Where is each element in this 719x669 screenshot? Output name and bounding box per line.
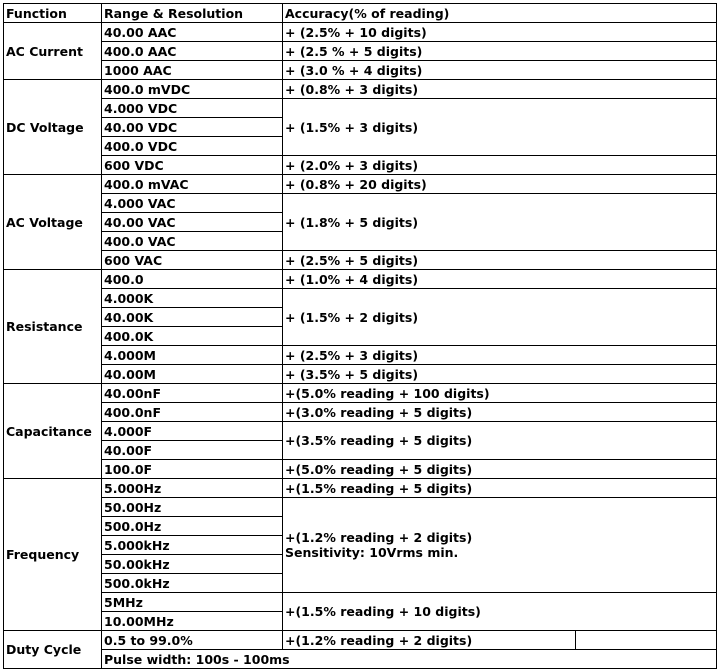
header-function: Function xyxy=(4,4,102,23)
accuracy-cell xyxy=(283,498,717,593)
accuracy-cell: +(3.5% reading + 5 digits) xyxy=(283,422,717,460)
range-cell: 400.0 VAC xyxy=(102,232,283,251)
range-cell: 5.000Hz xyxy=(102,479,283,498)
function-frequency: Frequency xyxy=(4,479,102,631)
table-row xyxy=(4,631,717,650)
accuracy-cell: +(3.0% reading + 5 digits) xyxy=(283,403,717,422)
table-row xyxy=(4,422,717,441)
range-cell: 400.0K xyxy=(102,327,283,346)
function-ac-current: AC Current xyxy=(4,23,102,80)
range-cell: 10.00MHz xyxy=(102,612,283,631)
range-cell: 40.00 VAC xyxy=(102,213,283,232)
table-row xyxy=(4,156,717,175)
table-row xyxy=(4,99,717,118)
range-cell: 400.0 xyxy=(102,270,283,289)
range-cell: 40.00 VDC xyxy=(102,118,283,137)
accuracy-cell: + (1.5% + 2 digits) xyxy=(283,289,717,346)
range-cell: 600 VAC xyxy=(102,251,283,270)
table-row xyxy=(4,80,717,99)
range-cell: 5.000kHz xyxy=(102,536,283,555)
range-cell: 40.00F xyxy=(102,441,283,460)
range-cell: 400.0 mVDC xyxy=(102,80,283,99)
empty-cell xyxy=(576,631,717,650)
table-row xyxy=(4,194,717,213)
table-row xyxy=(4,61,717,80)
range-cell: 1000 AAC xyxy=(102,61,283,80)
accuracy-cell: +(1.5% reading + 5 digits) xyxy=(283,479,717,498)
header-accuracy: Accuracy(% of reading) xyxy=(283,4,717,23)
table-row xyxy=(4,384,717,403)
accuracy-cell: + (2.5% + 3 digits) xyxy=(283,346,717,365)
accuracy-line: +(1.2% reading + 2 digits) xyxy=(285,530,473,545)
range-cell: 400.0 mVAC xyxy=(102,175,283,194)
table-row xyxy=(4,346,717,365)
pulse-width-cell: Pulse width: 100s - 100ms xyxy=(102,650,717,669)
table-row xyxy=(4,365,717,384)
function-capacitance: Capacitance xyxy=(4,384,102,479)
function-dc-voltage: DC Voltage xyxy=(4,80,102,175)
range-cell: 40.00nF xyxy=(102,384,283,403)
range-cell: 40.00K xyxy=(102,308,283,327)
accuracy-cell: + (0.8% + 3 digits) xyxy=(283,80,717,99)
multimeter-spec-table xyxy=(3,3,717,669)
function-resistance: Resistance xyxy=(4,270,102,384)
table-row xyxy=(4,593,717,612)
table-row xyxy=(4,403,717,422)
accuracy-cell: + (2.5% + 10 digits) xyxy=(283,23,717,42)
accuracy-cell: + (0.8% + 20 digits) xyxy=(283,175,717,194)
range-cell: 400.0 VDC xyxy=(102,137,283,156)
accuracy-cell: +(5.0% reading + 5 digits) xyxy=(283,460,717,479)
range-cell: 50.00kHz xyxy=(102,555,283,574)
range-cell: 5MHz xyxy=(102,593,283,612)
range-cell: 100.0F xyxy=(102,460,283,479)
range-cell: 50.00Hz xyxy=(102,498,283,517)
table-row xyxy=(4,251,717,270)
table-row xyxy=(4,42,717,61)
range-cell: 600 VDC xyxy=(102,156,283,175)
table-row xyxy=(4,175,717,194)
accuracy-cell: +(1.5% reading + 10 digits) xyxy=(283,593,717,631)
accuracy-cell: +(5.0% reading + 100 digits) xyxy=(283,384,717,403)
table-row xyxy=(4,498,717,517)
function-ac-voltage: AC Voltage xyxy=(4,175,102,270)
range-cell: 500.0kHz xyxy=(102,574,283,593)
range-cell: 40.00 AAC xyxy=(102,23,283,42)
table-row xyxy=(4,460,717,479)
table-row xyxy=(4,270,717,289)
accuracy-cell: + (3.0 % + 4 digits) xyxy=(283,61,717,80)
range-cell: 500.0Hz xyxy=(102,517,283,536)
header-row xyxy=(4,4,717,23)
table-row xyxy=(4,650,717,669)
table-row xyxy=(4,289,717,308)
accuracy-cell: + (1.8% + 5 digits) xyxy=(283,194,717,251)
accuracy-cell: + (2.5% + 5 digits) xyxy=(283,251,717,270)
range-cell: 4.000 VDC xyxy=(102,99,283,118)
table-row xyxy=(4,479,717,498)
range-cell: 4.000F xyxy=(102,422,283,441)
range-cell: 4.000K xyxy=(102,289,283,308)
range-cell: 400.0 AAC xyxy=(102,42,283,61)
accuracy-cell: + (1.0% + 4 digits) xyxy=(283,270,717,289)
accuracy-cell: + (2.5 % + 5 digits) xyxy=(283,42,717,61)
function-duty-cycle: Duty Cycle xyxy=(4,631,102,669)
sensitivity-line: Sensitivity: 10Vrms min. xyxy=(285,545,459,560)
table-row xyxy=(4,23,717,42)
accuracy-cell: +(1.2% reading + 2 digits) xyxy=(283,631,576,650)
range-cell: 4.000M xyxy=(102,346,283,365)
range-cell: 4.000 VAC xyxy=(102,194,283,213)
range-cell: 400.0nF xyxy=(102,403,283,422)
range-cell: 0.5 to 99.0% xyxy=(102,631,283,650)
accuracy-cell: + (3.5% + 5 digits) xyxy=(283,365,717,384)
range-cell: 40.00M xyxy=(102,365,283,384)
header-range: Range & Resolution xyxy=(102,4,283,23)
accuracy-cell: + (2.0% + 3 digits) xyxy=(283,156,717,175)
accuracy-cell: + (1.5% + 3 digits) xyxy=(283,99,717,156)
